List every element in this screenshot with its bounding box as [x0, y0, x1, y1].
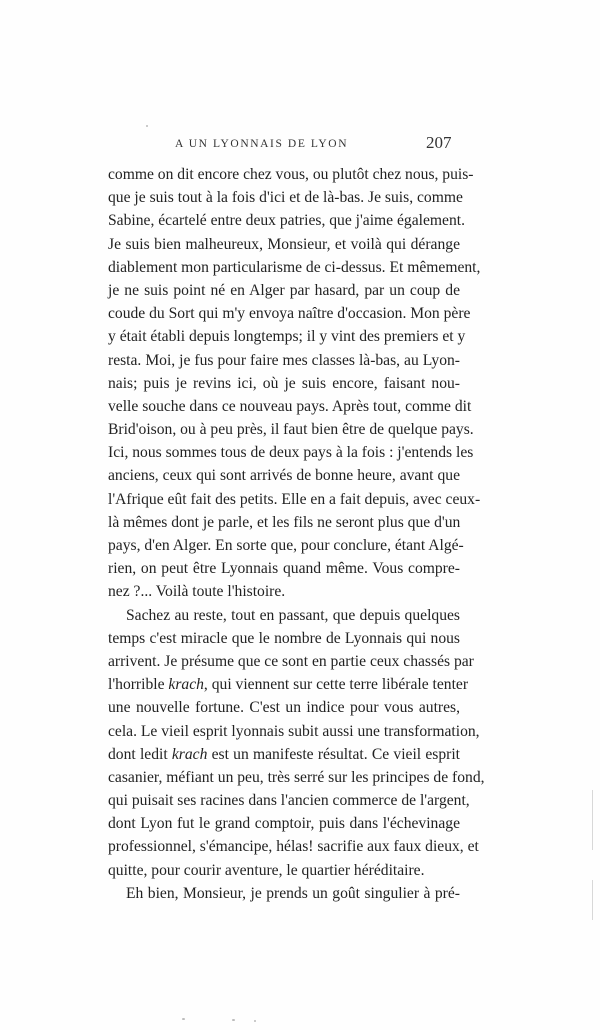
text-line: nais; puis je revins ici, où je suis encore, faisant nou- — [108, 374, 460, 392]
text-line: cela. Le vieil esprit lyonnais subit aussi une transformation, — [108, 722, 480, 740]
body-text — [108, 163, 485, 905]
paper-speck — [182, 1018, 185, 1020]
text-line: une nouvelle fortune. C'est un indice pour vous autres, — [108, 699, 460, 717]
italic-word: krach — [168, 676, 204, 694]
text-line: Ici, nous sommes tous de deux pays à la fois : j'entends les — [108, 444, 474, 462]
text-line: l'horrible krach, qui viennent sur cette terre libérale tenter — [108, 676, 469, 694]
text-line: anciens, ceux qui sont arrivés de bonne heure, avant que — [108, 467, 460, 485]
text-line: je ne suis point né en Alger par hasard, par un coup de — [108, 281, 460, 299]
text-line: l'Afrique eût fait des petits. Elle en a fait depuis, avec ceux- — [108, 490, 481, 508]
paper-speck — [232, 1019, 235, 1021]
text-line: comme on dit encore chez vous, ou plutôt chez nous, puis- — [108, 166, 474, 183]
text-line: professionnel, s'émancipe, hélas! sacrifie aux faux dieux, et — [108, 838, 479, 856]
text-line: Brid'oison, ou à peu près, il faut bien être de quelque pays. — [108, 421, 474, 439]
paper-speck — [146, 125, 148, 127]
text-line: que je suis tout à la fois d'ici et de là-bas. Je suis, comme — [108, 189, 463, 207]
text-line: pays, d'en Alger. En sorte que, pour conclure, étant Algé- — [108, 537, 464, 554]
page-number: 207 — [426, 133, 452, 152]
text-line: arrivent. Je présume que ce sont en partie ceux chassés par — [108, 652, 474, 670]
text-line: nez ?... Voilà toute l'histoire. — [108, 583, 286, 601]
text-line: temps c'est miracle que le nombre de Lyonnais qui nous — [108, 629, 460, 647]
text-line: diablement mon particularisme de ci-dessus. Et mêmement, — [108, 258, 481, 276]
italic-word: krach — [171, 745, 208, 763]
paper-speck — [254, 1020, 256, 1022]
page-edge-mark — [592, 790, 593, 850]
text-line: qui puisait ses racines dans l'ancien commerce de l'argent, — [108, 792, 470, 810]
text-line: coude du Sort qui m'y envoya naître d'occasion. Mon père — [108, 305, 471, 323]
text-line: casanier, méfiant un peu, très serré sur les principes de fond, — [108, 768, 485, 786]
paragraph-start-line: Eh bien, Monsieur, je prends un goût singulier à pré- — [126, 884, 460, 902]
running-title: A UN LYONNAIS DE LYON — [175, 138, 349, 150]
page-edge-mark — [592, 880, 593, 920]
text-line: dont Lyon fut le grand comptoir, puis dans l'échevinage — [108, 815, 460, 833]
paragraph-start-line: Sachez au reste, tout en passant, que depuis quelques — [126, 606, 460, 624]
text-line: resta. Moi, je fus pour faire mes classes là-bas, au Lyon- — [108, 351, 460, 369]
text-line: Sabine, écartelé entre deux patries, que j'aime également. — [108, 212, 465, 230]
text-line: Je suis bien malheureux, Monsieur, et voilà qui dérange — [108, 235, 460, 253]
text-line: quitte, pour courir aventure, le quartier héréditaire. — [108, 861, 425, 879]
text-line: y était établi depuis longtemps; il y vint des premiers et y — [108, 328, 466, 346]
text-line: là mêmes dont je parle, et les fils ne seront plus que d'un — [108, 513, 461, 531]
text-line: rien, on peut être Lyonnais quand même. Vous compre- — [108, 560, 460, 578]
text-line: dont ledit krach est un manifeste résultat. Ce vieil esprit — [108, 745, 460, 763]
text-line: velle souche dans ce nouveau pays. Après tout, comme dit — [108, 397, 472, 415]
